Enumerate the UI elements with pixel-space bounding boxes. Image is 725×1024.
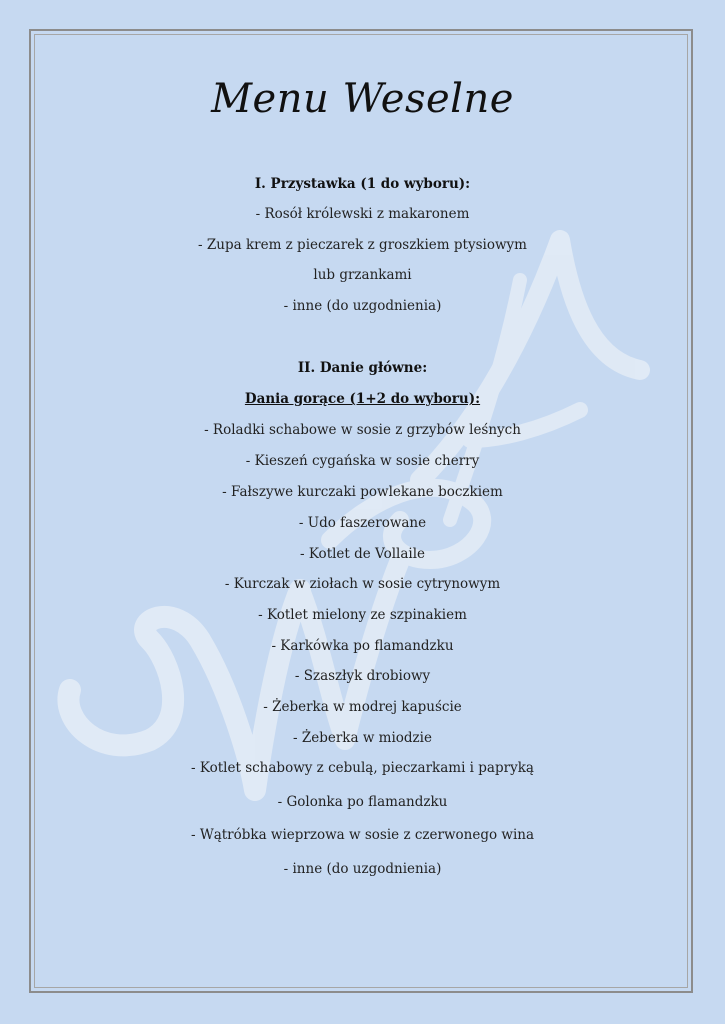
menu-item: - Kotlet schabowy z cebulą, pieczarkami i papryką (191, 760, 534, 776)
menu-item: - Kotlet mielony ze szpinakiem (258, 607, 467, 623)
menu-item: - Golonka po flamandzku (277, 794, 448, 810)
section-heading-main-course: II. Danie główne: (297, 360, 428, 376)
section-subheading-hot-dishes: Dania gorące (1+2 do wyboru): (244, 391, 481, 407)
menu-item: - Kotlet de Vollaile (299, 546, 426, 562)
menu-item: - Roladki schabowe w sosie z grzybów leśnych (204, 422, 521, 438)
page-title: Menu Weselne (211, 76, 514, 122)
menu-item: - Udo faszerowane (298, 515, 427, 531)
menu-item: - Karkówka po flamandzku (271, 638, 454, 654)
menu-item: - Żeberka w miodzie (293, 730, 432, 746)
menu-item: lub grzankami (313, 267, 412, 283)
menu-item: - Fałszywe kurczaki powlekane boczkiem (222, 484, 503, 500)
section-heading-appetizer: I. Przystawka (1 do wyboru): (254, 176, 471, 192)
menu-item: - Zupa krem z pieczarek z groszkiem ptysiowym (198, 237, 527, 253)
menu-item: - Kieszeń cygańska w sosie cherry (245, 453, 480, 469)
menu-item: - Rosół królewski z makaronem (255, 206, 470, 222)
menu-item: - Kurczak w ziołach w sosie cytrynowym (224, 576, 501, 592)
menu-item: - Szaszłyk drobiowy (294, 668, 431, 684)
menu-item: - Żeberka w modrej kapuście (263, 699, 462, 715)
menu-item: - inne (do uzgodnienia) (283, 298, 442, 314)
menu-item: - Wątróbka wieprzowa w sosie z czerwonego wina (190, 827, 535, 843)
menu-item: - inne (do uzgodnienia) (283, 861, 442, 877)
